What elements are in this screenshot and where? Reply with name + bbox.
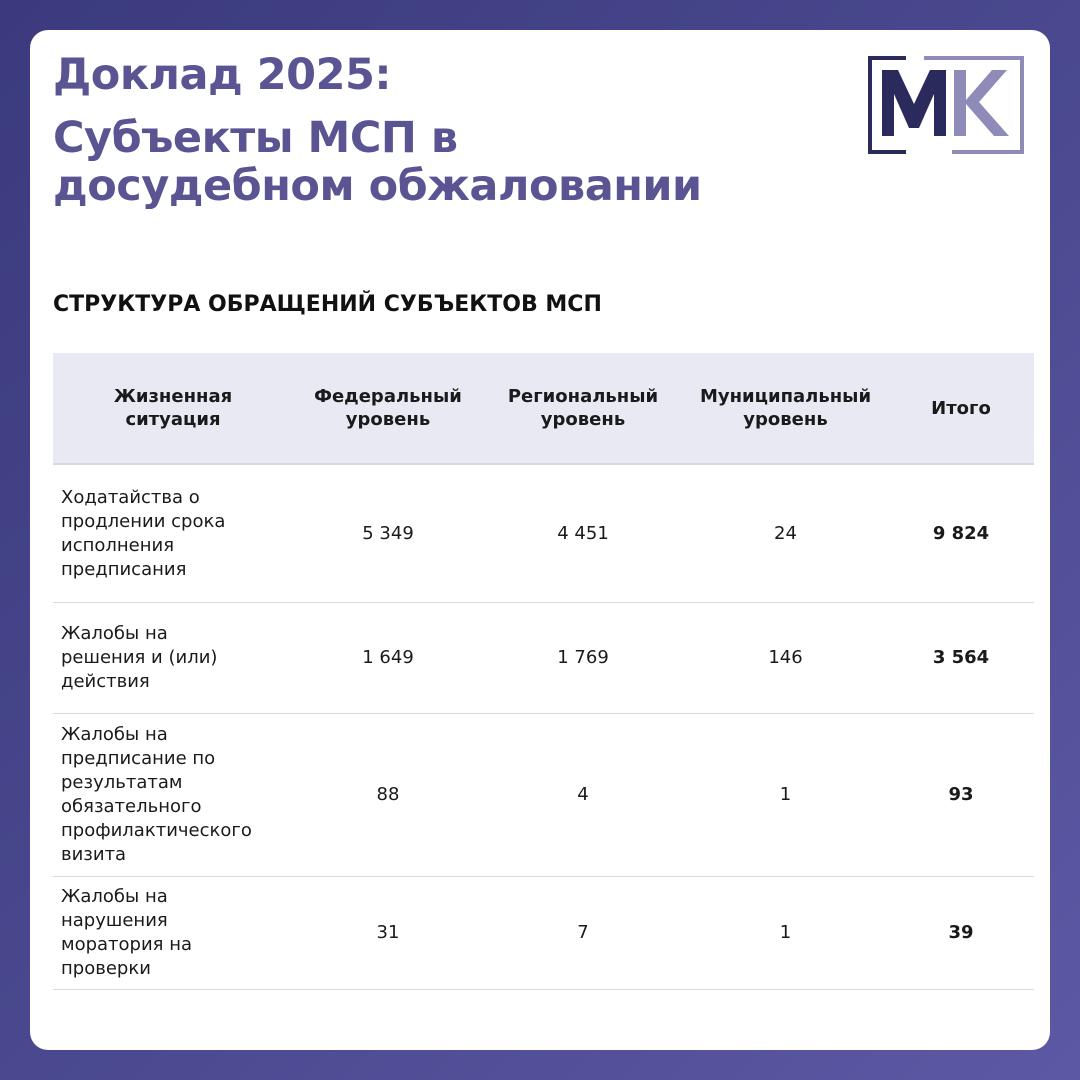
situation-cell: Жалобы на предписание по результатам обязательного профилактического визита (53, 714, 293, 877)
municipal-cell: 146 (683, 603, 888, 714)
title-line-3: досудебном обжаловании (53, 161, 702, 211)
regional-cell: 1 769 (483, 603, 683, 714)
column-header-regional: Региональный уровень (483, 353, 683, 464)
mk-logo-icon (866, 54, 1026, 156)
table-row (53, 464, 1034, 603)
federal-cell: 5 349 (293, 464, 483, 603)
total-cell: 3 564 (888, 603, 1034, 714)
column-header-municipal: Муниципальный уровень (683, 353, 888, 464)
page-title (53, 48, 702, 210)
municipal-cell: 1 (683, 714, 888, 877)
column-header-situation: Жизненная ситуация (53, 353, 293, 464)
title-line-2: Субъекты МСП в (53, 113, 458, 163)
title-line-1: Доклад 2025: (53, 50, 392, 100)
regional-cell: 4 451 (483, 464, 683, 603)
federal-cell: 31 (293, 877, 483, 990)
table-header-row (53, 353, 1034, 464)
situation-cell: Жалобы на нарушения моратория на проверки (53, 877, 293, 990)
column-header-total: Итого (888, 353, 1034, 464)
federal-cell: 88 (293, 714, 483, 877)
regional-cell: 4 (483, 714, 683, 877)
total-cell: 39 (888, 877, 1034, 990)
table-row (53, 877, 1034, 990)
regional-cell: 7 (483, 877, 683, 990)
column-header-federal: Федеральный уровень (293, 353, 483, 464)
situation-cell: Жалобы на решения и (или) действия (53, 603, 293, 714)
table-row (53, 714, 1034, 877)
total-cell: 9 824 (888, 464, 1034, 603)
table-row (53, 603, 1034, 714)
section-heading: СТРУКТУРА ОБРАЩЕНИЙ СУБЪЕКТОВ МСП (53, 292, 602, 317)
situation-cell: Ходатайства о продлении срока исполнения предписания (53, 464, 293, 603)
municipal-cell: 24 (683, 464, 888, 603)
federal-cell: 1 649 (293, 603, 483, 714)
municipal-cell: 1 (683, 877, 888, 990)
total-cell: 93 (888, 714, 1034, 877)
appeals-structure-table (53, 353, 1034, 990)
content-card (30, 30, 1050, 1050)
